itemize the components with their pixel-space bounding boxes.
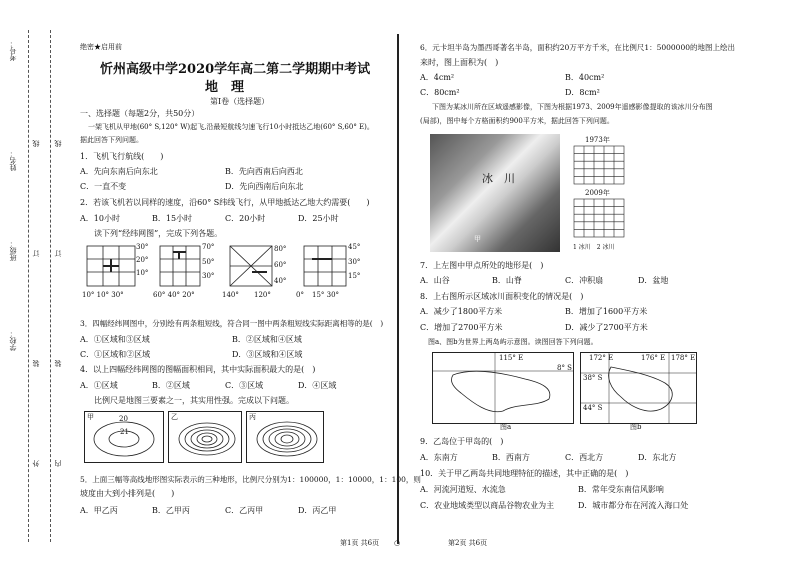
grid-label: 140° [222,291,239,299]
map-b-title: 图b [630,423,642,431]
question-1: 1．飞机飞行航线( ) [80,152,164,161]
option-b[interactable]: B．增加了1600平方米 [565,307,648,316]
glacier-intro: 下图为某冰川所在区域遥感影像，下图为根据1973、2009年遥感影像提取的该冰川分布图 [432,103,713,111]
question-7: 7．上左图中甲点所处的地形是( ) [420,261,544,270]
grid-label: 30° [348,258,361,266]
exam-title: 忻州高级中学2020学年高二第二学期期中考试 [100,62,371,77]
option-d[interactable]: D．丙乙甲 [298,506,337,515]
option-b[interactable]: B．②区域 [152,381,190,390]
option-a[interactable]: A．河流河道短、水流急 [420,485,506,494]
glacier-grid-2009 [573,198,628,240]
question-5-cont: 坡度由大到小排列是( ) [80,489,175,498]
option-c[interactable]: C．①区域和②区域 [80,350,151,359]
question-8: 8．上右图所示区域冰川面积变化的情况是( ) [420,292,584,301]
part-title: 第Ⅰ卷（选择题） [210,97,270,106]
grid-label: 60° 40° 20° [153,291,195,299]
option-b[interactable]: B．西南方 [492,453,530,462]
map-b-lon: 172° E [589,354,614,362]
grid-label: 15° 30° [312,291,340,299]
contour-intro: 比例尺是地图三要素之一，其实用性强。完成以下问题。 [94,396,294,405]
option-a[interactable]: A．①区域和③区域 [80,335,150,344]
option-a[interactable]: A．甲乙丙 [80,506,118,515]
grid-label: 80° [274,245,287,253]
option-d[interactable]: D．减少了2700平方米 [565,323,648,332]
option-c[interactable]: C．西北方 [565,453,604,462]
question-5: 5．上面三幅等高线地形图实际表示的三种地形，比例尺分别为1：100000，1：10000，1：100，则 [80,475,421,484]
option-d[interactable]: D．盆地 [638,276,669,285]
option-b[interactable]: B．山脊 [492,276,522,285]
map-b-lat: 44° S [583,404,603,412]
grid-year: 1973年 [585,136,610,144]
map-intro: 图a、图b为世界上两岛屿示意图。读图回答下列问题。 [428,338,598,346]
subject-title: 地 理 [205,80,245,95]
cut-word: 内 [54,460,62,467]
option-a[interactable]: A．山谷 [420,276,450,285]
option-a[interactable]: A．10小时 [80,214,120,223]
option-a[interactable]: A．减少了1800平方米 [420,307,503,316]
grid-label: 10° 10° 30° [82,291,124,299]
map-b-lat: 38° S [583,374,603,382]
island-map-a [432,352,574,424]
map-a-lon: 115° E [499,354,524,362]
option-b[interactable]: B．②区域和④区域 [232,335,302,344]
cut-word: 订 [54,250,62,257]
question-4: 4．以上四幅经纬网图的图幅面积相同，其中实际面积最大的是( ) [80,365,316,374]
grid-label: 120° [254,291,271,299]
grid-label: 70° [202,243,215,251]
secret-mark: 绝密★启用前 [80,43,122,51]
option-d[interactable]: D．东北方 [638,453,677,462]
map-a-lat: 8° S [557,364,572,372]
column-divider [397,34,399,544]
grid-label: 50° [202,258,215,266]
map-a-title: 图a [500,423,512,431]
option-c[interactable]: C．乙丙甲 [225,506,264,515]
cut-word: 线 [54,140,62,147]
name-label: 姓名： [9,150,17,171]
option-c[interactable]: C．80cm² [420,88,460,97]
contour-map-a [84,411,164,463]
intro-text: 一架飞机从甲地(60° S,120° W)起飞,沿最短航线匀速飞行10小时抵达乙地(60° S,60° E)。 [88,123,374,131]
cut-word: 线 [32,140,40,147]
question-2: 2．若该飞机若以同样的速度，沿60° S纬线飞行，从甲地抵达乙地大约需要( ) [80,198,370,207]
option-b[interactable]: B．乙甲丙 [152,506,190,515]
question-6: 6．元卡坦半岛为墨西哥著名半岛，面积约20万平方千米，在比例尺1：5000000的地图上绘出 [420,43,735,52]
option-c[interactable]: C．增加了2700平方米 [420,323,503,332]
contour-label: 甲 [87,413,94,421]
cut-word: 装 [32,360,40,367]
contour-label: 乙 [171,413,178,421]
option-b[interactable]: B．15小时 [152,214,193,223]
grid-label: 45° [348,243,361,251]
cut-line-outer [28,30,29,542]
school-label: 学校： [9,330,17,351]
option-d[interactable]: D．③区域和④区域 [232,350,303,359]
grid-legend: 1 冰川 2 冰川 [573,244,615,251]
option-d[interactable]: D．④区域 [298,381,337,390]
cut-word: 外 [32,460,40,467]
grid-intro: 读下列“经纬网图”，完成下列各题。 [94,229,223,238]
option-d[interactable]: D．25小时 [298,214,339,223]
grid-label: 10° [136,269,149,277]
section-heading: 一、选择题（每题2分，共50分） [80,109,200,118]
contour-value: 20 [119,415,128,423]
grid-label: 30° [202,272,215,280]
option-a[interactable]: A．①区域 [80,381,118,390]
page-number-right: 第2页 共6页 [448,539,488,547]
glacier-label: 冰 川 [482,172,515,185]
grid-label: 0° [296,291,304,299]
question-6-cont: 来时，图上面积为( ) [420,58,499,67]
intro-text: 据此回答下列问题。 [80,136,143,144]
cut-word: 装 [54,360,62,367]
option-c[interactable]: C．农业地域类型以商品谷物农业为主 [420,501,555,510]
grid-label: 20° [136,256,149,264]
grid-label: 40° [274,277,287,285]
option-a[interactable]: A．4cm² [420,73,455,82]
id-label: 考号： [9,40,17,61]
grid-label: 30° [136,243,149,251]
cut-line-inner [50,30,51,542]
grid-label: 15° [348,272,361,280]
contour-map-c [246,411,324,463]
glacier-grid-1973 [573,145,628,187]
option-b[interactable]: B．先向西南后向西北 [225,167,303,176]
class-label: 班级： [9,240,17,261]
contour-label: 丙 [249,413,256,421]
option-a[interactable]: A．先向东南后向东北 [80,167,158,176]
option-d[interactable]: D．8cm² [565,88,600,97]
option-d[interactable]: D．先向西南后向东北 [225,182,304,191]
glacier-satellite-image [430,134,560,252]
contour-map-b [168,411,242,463]
option-c[interactable]: C．20小时 [225,214,266,223]
island-map-b [580,352,697,424]
option-c[interactable]: C．③区域 [225,381,264,390]
question-3: 3．四幅经纬网图中，分别绘有两条粗短线，符合同一图中两条粗短线实际距离相等的是( ) [80,319,384,328]
binding-margin [0,0,62,562]
map-b-lon: 178° E [671,354,696,362]
point-jia-label: 甲 [474,235,481,243]
glacier-intro: (局部)，图中每个方格面积约900平方米，据此回答下列问题。 [420,117,614,125]
question-10: 10．关于甲乙两岛共同地理特征的描述，其中正确的是( ) [420,469,629,478]
option-d[interactable]: D．城市都分布在河流入海口处 [578,501,689,510]
option-a[interactable]: A．东南方 [420,453,458,462]
option-c[interactable]: C．冲积扇 [565,276,604,285]
grid-label: 60° [274,261,287,269]
option-b[interactable]: B．40cm² [565,73,605,82]
cut-word: 订 [32,250,40,257]
map-b-lon: 176° E [641,354,666,362]
option-c[interactable]: C．一直不变 [80,182,127,191]
option-b[interactable]: B．常年受东南信风影响 [578,485,664,494]
question-9: 9．乙岛位于甲岛的( ) [420,437,504,446]
page-number-left: 第1页 共6页 [340,539,380,547]
grid-year: 2009年 [585,189,610,197]
page-separator: ○ [394,539,401,547]
contour-value: 21 [120,428,129,436]
